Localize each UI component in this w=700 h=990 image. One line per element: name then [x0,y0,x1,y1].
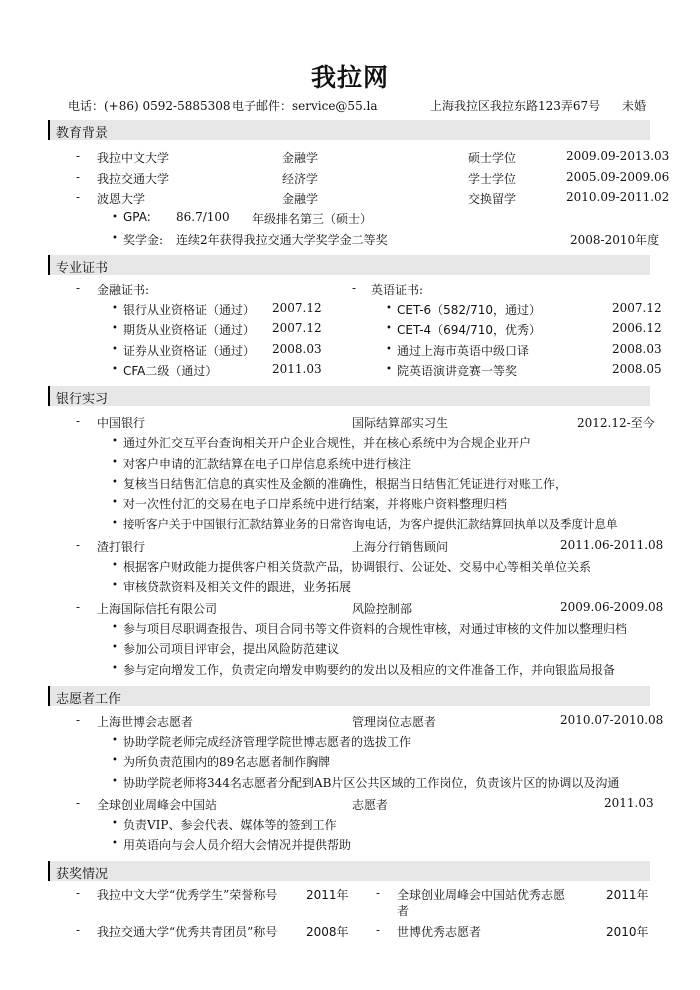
job-period: 2012.12-至今 [577,416,655,430]
certificate-row [0,342,700,360]
english-cert-name: CET-6（582/710，通过） [397,303,542,317]
bullet-marker: • [112,457,118,468]
finance-cert-title: 金融证书: [97,283,150,297]
education-row [0,170,700,188]
certificate-category-row [0,281,700,299]
education-school: 我拉交通大学 [97,172,170,186]
bullet-marker: • [112,364,118,375]
job-duty-text: 参与定向增发工作，负责定向增发申购要约的发出以及相应的文件准备工作，并向银监局报备 [123,663,616,677]
job-header-row [0,713,700,731]
education-degree: 硕士学位 [468,151,517,165]
marital-status-text: 未婚 [622,99,647,113]
award-row-continuation [0,902,700,920]
bullet-marker: • [112,497,118,508]
job-duty-item [0,774,700,792]
bullet-marker: • [112,212,118,223]
education-period: 2010.09-2011.02 [566,190,670,204]
dash-marker: - [76,796,81,810]
education-major: 金融学 [282,192,319,206]
bullet-marker: • [112,776,118,787]
job-duty-item [0,620,700,638]
job-header-row [0,538,700,556]
award-name: 我拉交通大学“优秀共青团员”称号 [97,925,278,939]
job-duty-text: 参与项目尽职调查报告、项目合同书等文件资料的合规性审核，对通过审核的文件加以整理归档 [123,622,628,636]
dash-marker: - [76,170,81,184]
banking-section-header [48,386,650,406]
gpa-row [0,210,700,228]
gpa-rank: 年级排名第三（硕士） [252,212,373,226]
job-duty-text: 对客户申请的汇款结算在电子口岸信息系统中进行核注 [123,457,412,471]
job-duty-item [0,816,700,834]
english-cert-name: 通过上海市英语中级口译 [397,344,530,358]
job-role: 国际结算部实习生 [352,416,449,430]
volunteer-section-header [48,686,650,706]
award-row [0,923,700,941]
bullet-marker: • [112,303,118,314]
job-period: 2009.06-2009.08 [560,600,664,614]
bullet-marker: • [386,323,392,334]
education-degree: 交换留学 [468,192,517,206]
job-duty-text: 对一次性付汇的交易在电子口岸系统中进行结案，并将账户资料整理归档 [123,497,508,511]
finance-cert-name: 银行从业资格证（通过） [123,303,256,317]
job-period: 2010.07-2010.08 [560,713,664,727]
finance-cert-date: 2008.03 [272,342,322,356]
job-duty-item [0,661,700,679]
dash-marker: - [76,281,81,295]
bullet-marker: • [386,344,392,355]
education-school: 波恩大学 [97,192,146,206]
job-duty-item [0,578,700,596]
english-cert-date: 2006.12 [612,321,662,335]
bullet-marker: • [112,735,118,746]
job-duty-text: 用英语向与会人员介绍大会情况并提供帮助 [123,838,352,852]
certificate-row [0,301,700,319]
job-duty-item [0,733,700,751]
job-duty-text: 参加公司项目评审会，提出风险防范建议 [123,642,340,656]
award-year: 2011年 [306,888,349,902]
job-period: 2011.06-2011.08 [560,538,664,552]
job-duty-text: 接听客户关于中国银行汇款结算业务的日常咨询电话，为客户提供汇款结算回执单以及季度计息单 [123,517,618,531]
bullet-marker: • [112,323,118,334]
award-name: 我拉中文大学“优秀学生”荣誉称号 [97,888,278,902]
bullet-marker: • [112,560,118,571]
dash-marker: - [352,281,357,295]
job-org: 中国银行 [97,416,146,430]
finance-cert-date: 2007.12 [272,301,322,315]
dash-marker: - [76,600,81,614]
english-cert-name: 院英语演讲竞赛一等奖 [397,364,518,378]
education-school: 我拉中文大学 [97,151,170,165]
job-header-row [0,796,700,814]
job-duty-item [0,558,700,576]
job-duty-item [0,495,700,513]
award-name: 世博优秀志愿者 [397,925,482,939]
certificates-section-title: 专业证书 [56,261,109,276]
education-major: 经济学 [282,172,319,186]
bullet-marker: • [112,755,118,766]
job-duty-text: 协助学院老师将344名志愿者分配到AB片区公共区域的工作岗位，负责该片区的协调以及沟通 [123,776,620,790]
bullet-marker: • [112,580,118,591]
bullet-marker: • [386,364,392,375]
certificate-row [0,362,700,380]
bullet-marker: • [112,818,118,829]
dash-marker: - [76,886,81,900]
finance-cert-name: CFA二级（通过） [123,364,218,378]
scholarship-text: 连续2年获得我拉交通大学奖学金二等奖 [176,233,388,247]
bullet-marker: • [112,477,118,488]
job-duty-item [0,836,700,854]
education-section-header [48,120,650,140]
dash-marker: - [76,414,81,428]
banking-section-title: 银行实习 [56,392,109,407]
job-duty-text: 为所负责范围内的89名志愿者制作胸牌 [123,755,331,769]
job-duty-text: 审核贷款资料及相关文件的跟进，业务拓展 [123,580,352,594]
job-duty-text: 根据客户财政能力提供客户相关贷款产品，协调银行、公证处、交易中心等相关单位关系 [123,560,592,574]
english-cert-date: 2008.03 [612,342,662,356]
bullet-marker: • [112,622,118,633]
finance-cert-name: 期货从业资格证（通过） [123,323,256,337]
bullet-marker: • [112,642,118,653]
job-duty-text: 负责VIP、参会代表、媒体等的签到工作 [123,818,337,832]
bullet-marker: • [112,663,118,674]
job-duty-item [0,753,700,771]
english-cert-name: CET-4（694/710，优秀） [397,323,542,337]
bullet-marker: • [386,303,392,314]
job-role: 风险控制部 [352,602,413,616]
bullet-marker: • [112,436,118,447]
bullet-marker: • [112,344,118,355]
job-duty-item [0,516,700,534]
job-header-row [0,600,700,618]
finance-cert-date: 2011.03 [272,362,322,376]
education-row [0,190,700,208]
bullet-marker: • [112,838,118,849]
scholarship-period: 2008-2010年度 [570,233,660,247]
job-duty-item [0,434,700,452]
english-cert-title: 英语证书: [371,283,424,297]
bullet-marker: • [112,233,118,244]
job-role: 志愿者 [352,798,389,812]
education-row [0,149,700,167]
certificate-row [0,321,700,339]
awards-section-header [48,861,650,881]
education-period: 2009.09-2013.03 [566,149,670,163]
volunteer-section-title: 志愿者工作 [56,692,122,707]
address-text: 上海我拉区我拉东路123弄67号 [430,99,601,113]
education-degree: 学士学位 [468,172,517,186]
phone-text: 电话：(+86) 0592-5885308 [68,99,231,113]
award-year: 2010年 [606,925,649,939]
finance-cert-date: 2007.12 [272,321,322,335]
dash-marker: - [376,886,381,900]
email-text: 电子邮件：service@55.la [232,99,378,113]
education-period: 2005.09-2009.06 [566,170,670,184]
job-header-row [0,414,700,432]
dash-marker: - [76,149,81,163]
resume-title: 我拉网 [310,63,389,92]
job-org: 上海国际信托有限公司 [97,602,218,616]
dash-marker: - [76,190,81,204]
award-name-continuation: 者 [397,904,410,918]
certificates-section-header [48,255,650,275]
job-duty-text: 通过外汇交互平台查询相关开户企业合规性，并在核心系统中为合规企业开户 [123,436,532,450]
dash-marker: - [76,923,81,937]
job-role: 管理岗位志愿者 [352,715,437,729]
job-duty-item [0,640,700,658]
english-cert-date: 2008.05 [612,362,662,376]
job-duty-item [0,455,700,473]
job-duty-text: 协助学院老师完成经济管理学院世博志愿者的选拔工作 [123,735,412,749]
job-duty-item [0,475,700,493]
scholarship-label: 奖学金: [123,233,164,247]
award-year: 2011年 [606,888,649,902]
job-role: 上海分行销售顾问 [352,540,449,554]
award-name: 全球创业周峰会中国站优秀志愿 [397,888,566,902]
dash-marker: - [376,923,381,937]
job-duty-text: 复核当日结售汇信息的真实性及金额的准确性，根据当日结售汇凭证进行对账工作， [123,477,568,491]
finance-cert-name: 证券从业资格证（通过） [123,344,256,358]
bullet-marker: • [112,518,118,529]
awards-section-title: 获奖情况 [56,867,109,882]
gpa-value: 86.7/100 [176,210,230,224]
job-org: 全球创业周峰会中国站 [97,798,218,812]
job-period: 2011.03 [604,796,654,810]
dash-marker: - [76,713,81,727]
education-section-title: 教育背景 [56,126,109,141]
scholarship-row [0,231,700,249]
job-org: 上海世博会志愿者 [97,715,194,729]
award-year: 2008年 [306,925,349,939]
dash-marker: - [76,538,81,552]
job-org: 渣打银行 [97,540,146,554]
english-cert-date: 2007.12 [612,301,662,315]
education-major: 金融学 [282,151,319,165]
gpa-label: GPA: [123,210,151,224]
